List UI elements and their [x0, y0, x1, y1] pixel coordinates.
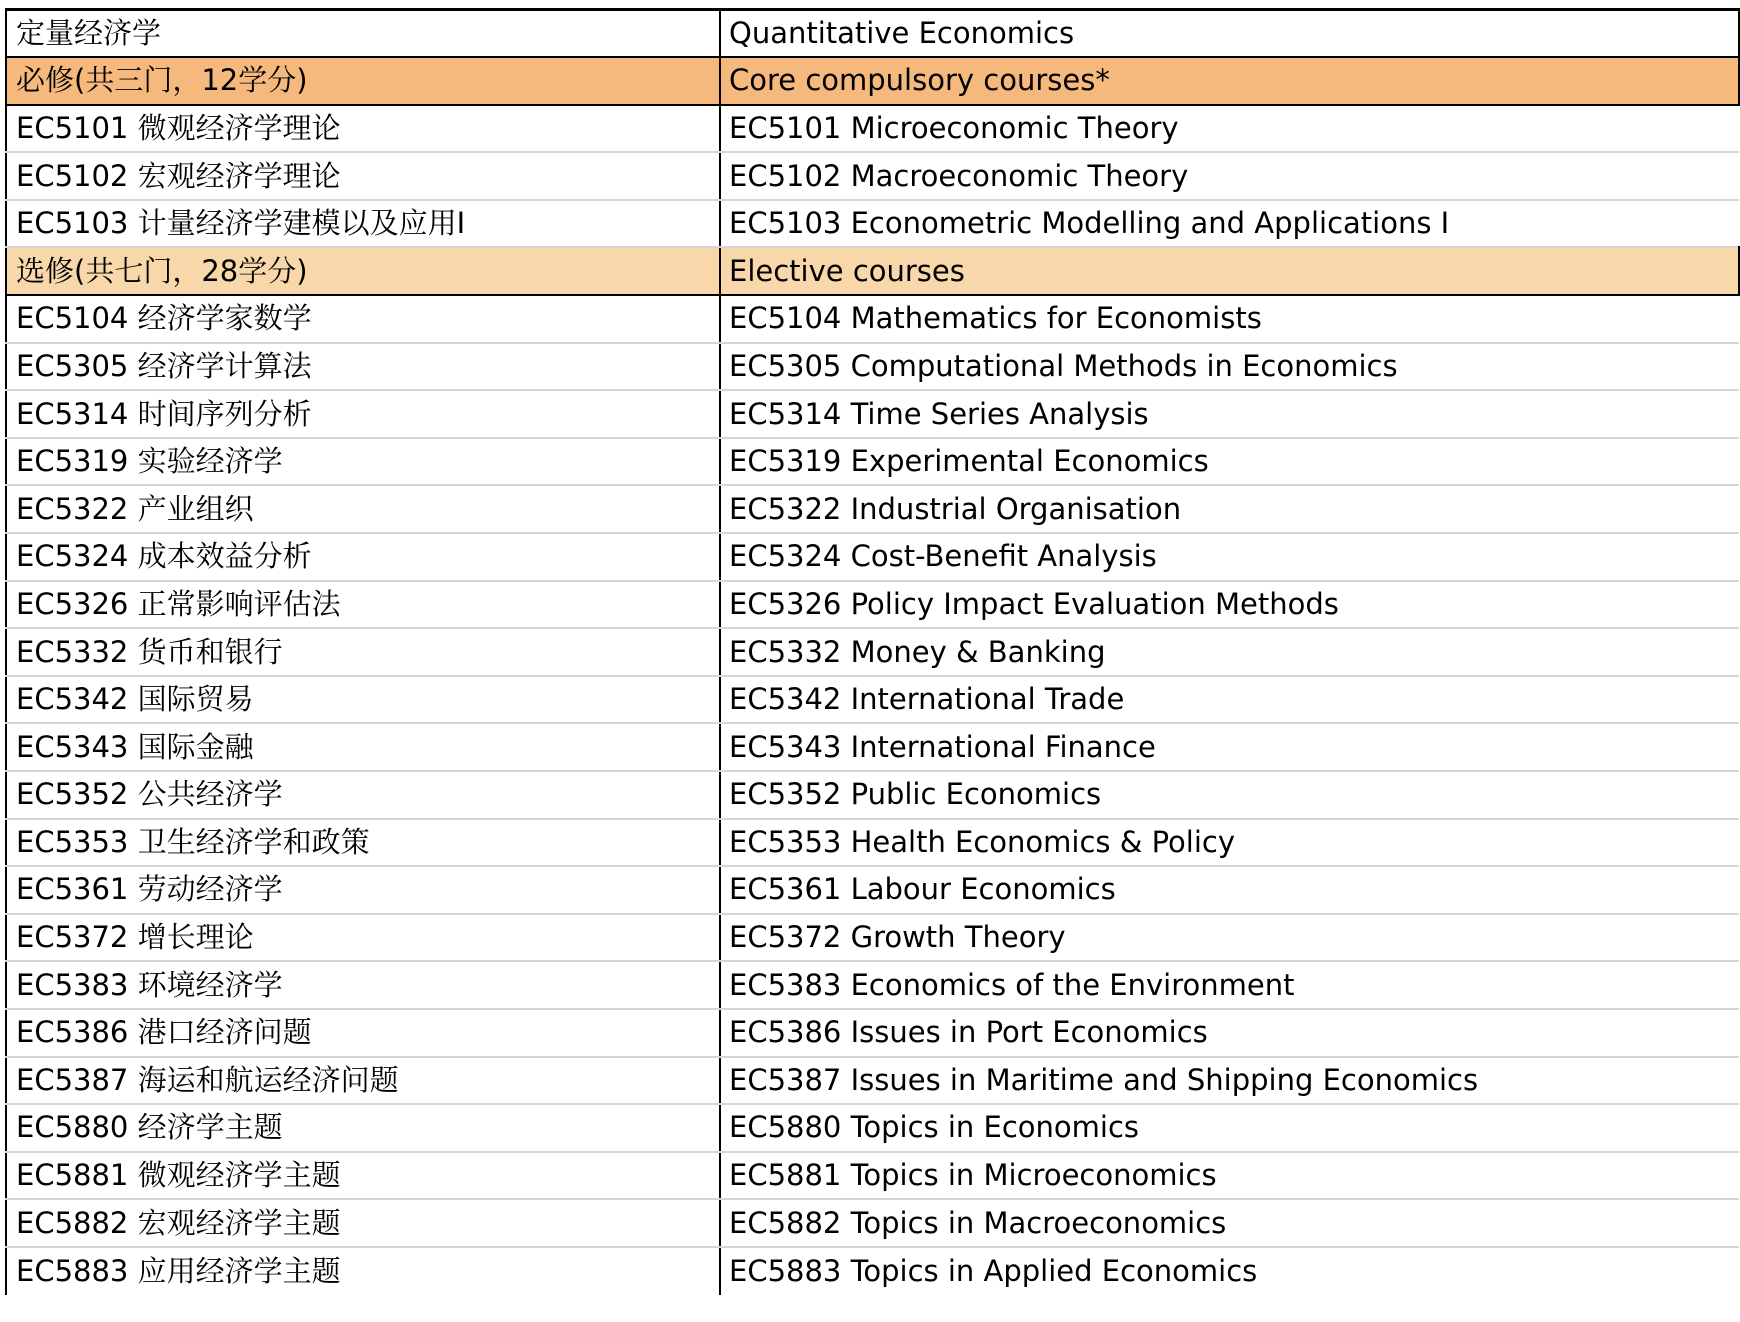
course-cn-cell: EC5102 宏观经济学理论 — [6, 152, 720, 200]
elective-course-row — [6, 771, 1739, 819]
elective-section-cn-cell: 选修(共七门，28学分) — [6, 247, 720, 295]
title-row — [6, 10, 1739, 58]
course-en-cell: EC5352 Public Economics — [720, 771, 1739, 819]
course-cn-cell: EC5324 成本效益分析 — [6, 533, 720, 581]
elective-section-en-cell: Elective courses — [720, 247, 1739, 295]
course-en-cell: EC5881 Topics in Microeconomics — [720, 1152, 1739, 1200]
course-en-cell: EC5387 Issues in Maritime and Shipping Economics — [720, 1057, 1739, 1105]
course-en-cell: EC5101 Microeconomic Theory — [720, 105, 1739, 153]
elective-course-row — [6, 914, 1739, 962]
course-en-cell: EC5305 Computational Methods in Economics — [720, 343, 1739, 391]
course-en-cell: EC5314 Time Series Analysis — [720, 390, 1739, 438]
course-en-cell: EC5383 Economics of the Environment — [720, 961, 1739, 1009]
course-cn-cell: EC5103 计量经济学建模以及应用I — [6, 200, 720, 248]
core-course-row — [6, 152, 1739, 200]
core-course-row — [6, 105, 1739, 153]
course-en-cell: EC5102 Macroeconomic Theory — [720, 152, 1739, 200]
course-cn-cell: EC5383 环境经济学 — [6, 961, 720, 1009]
course-cn-cell: EC5880 经济学主题 — [6, 1104, 720, 1152]
course-en-cell: EC5361 Labour Economics — [720, 866, 1739, 914]
course-cn-cell: EC5372 增长理论 — [6, 914, 720, 962]
course-en-cell: EC5319 Experimental Economics — [720, 438, 1739, 486]
course-cn-cell: EC5883 应用经济学主题 — [6, 1247, 720, 1295]
course-en-cell: EC5372 Growth Theory — [720, 914, 1739, 962]
elective-course-row — [6, 1199, 1739, 1247]
course-cn-cell: EC5326 正常影响评估法 — [6, 581, 720, 629]
course-sheet — [5, 8, 1738, 1295]
course-cn-cell: EC5332 货币和银行 — [6, 628, 720, 676]
course-cn-cell: EC5387 海运和航运经济问题 — [6, 1057, 720, 1105]
elective-course-row — [6, 1057, 1739, 1105]
course-en-cell: EC5326 Policy Impact Evaluation Methods — [720, 581, 1739, 629]
course-en-cell: EC5342 International Trade — [720, 676, 1739, 724]
elective-course-row — [6, 1104, 1739, 1152]
course-cn-cell: EC5101 微观经济学理论 — [6, 105, 720, 153]
core-section-cn-cell: 必修(共三门，12学分) — [6, 57, 720, 105]
course-cn-cell: EC5104 经济学家数学 — [6, 295, 720, 343]
elective-section-row — [6, 247, 1739, 295]
elective-course-row — [6, 1152, 1739, 1200]
elective-course-row — [6, 628, 1739, 676]
core-course-row — [6, 200, 1739, 248]
title-en-cell: Quantitative Economics — [720, 10, 1739, 58]
course-cn-cell: EC5322 产业组织 — [6, 485, 720, 533]
elective-course-row — [6, 390, 1739, 438]
course-en-cell: EC5883 Topics in Applied Economics — [729, 1253, 1258, 1288]
elective-course-row — [6, 819, 1739, 867]
course-cn-cell: EC5881 微观经济学主题 — [6, 1152, 720, 1200]
elective-course-row — [6, 1009, 1739, 1057]
course-cn-cell: EC5353 卫生经济学和政策 — [6, 819, 720, 867]
elective-course-row — [6, 438, 1739, 486]
elective-course-row — [6, 295, 1739, 343]
course-en-cell: EC5103 Econometric Modelling and Applications I — [720, 200, 1739, 248]
course-en-cell: EC5324 Cost-Benefit Analysis — [720, 533, 1739, 581]
course-en-cell: EC5343 International Finance — [720, 723, 1739, 771]
course-cn-cell: EC5305 经济学计算法 — [6, 343, 720, 391]
course-en-cell: EC5322 Industrial Organisation — [720, 485, 1739, 533]
course-en-cell: EC5353 Health Economics & Policy — [720, 819, 1739, 867]
course-en-cell: EC5882 Topics in Macroeconomics — [720, 1199, 1739, 1247]
elective-course-row — [6, 485, 1739, 533]
course-en-cell: EC5332 Money & Banking — [720, 628, 1739, 676]
elective-course-row — [6, 723, 1739, 771]
core-section-en-cell: Core compulsory courses* — [720, 57, 1739, 105]
elective-course-row — [6, 676, 1739, 724]
course-table — [5, 8, 1740, 1295]
course-cn-cell: EC5314 时间序列分析 — [6, 390, 720, 438]
course-table-body — [6, 10, 1739, 1295]
course-en-cell: EC5386 Issues in Port Economics — [720, 1009, 1739, 1057]
title-cn-cell: 定量经济学 — [6, 10, 720, 58]
course-en-cell: EC5104 Mathematics for Economists — [720, 295, 1739, 343]
elective-course-row — [6, 533, 1739, 581]
course-cn-cell: EC5882 宏观经济学主题 — [6, 1199, 720, 1247]
elective-course-row — [6, 1247, 1739, 1295]
core-section-row — [6, 57, 1739, 105]
elective-course-row — [6, 343, 1739, 391]
course-cn-cell: EC5361 劳动经济学 — [6, 866, 720, 914]
elective-course-row — [6, 961, 1739, 1009]
course-cn-cell: EC5352 公共经济学 — [6, 771, 720, 819]
elective-course-row — [6, 866, 1739, 914]
course-cn-cell: EC5342 国际贸易 — [6, 676, 720, 724]
elective-course-row — [6, 581, 1739, 629]
course-en-cell: EC5880 Topics in Economics — [720, 1104, 1739, 1152]
course-cn-cell: EC5386 港口经济问题 — [6, 1009, 720, 1057]
course-cn-cell: EC5343 国际金融 — [6, 723, 720, 771]
course-cn-cell: EC5319 实验经济学 — [6, 438, 720, 486]
